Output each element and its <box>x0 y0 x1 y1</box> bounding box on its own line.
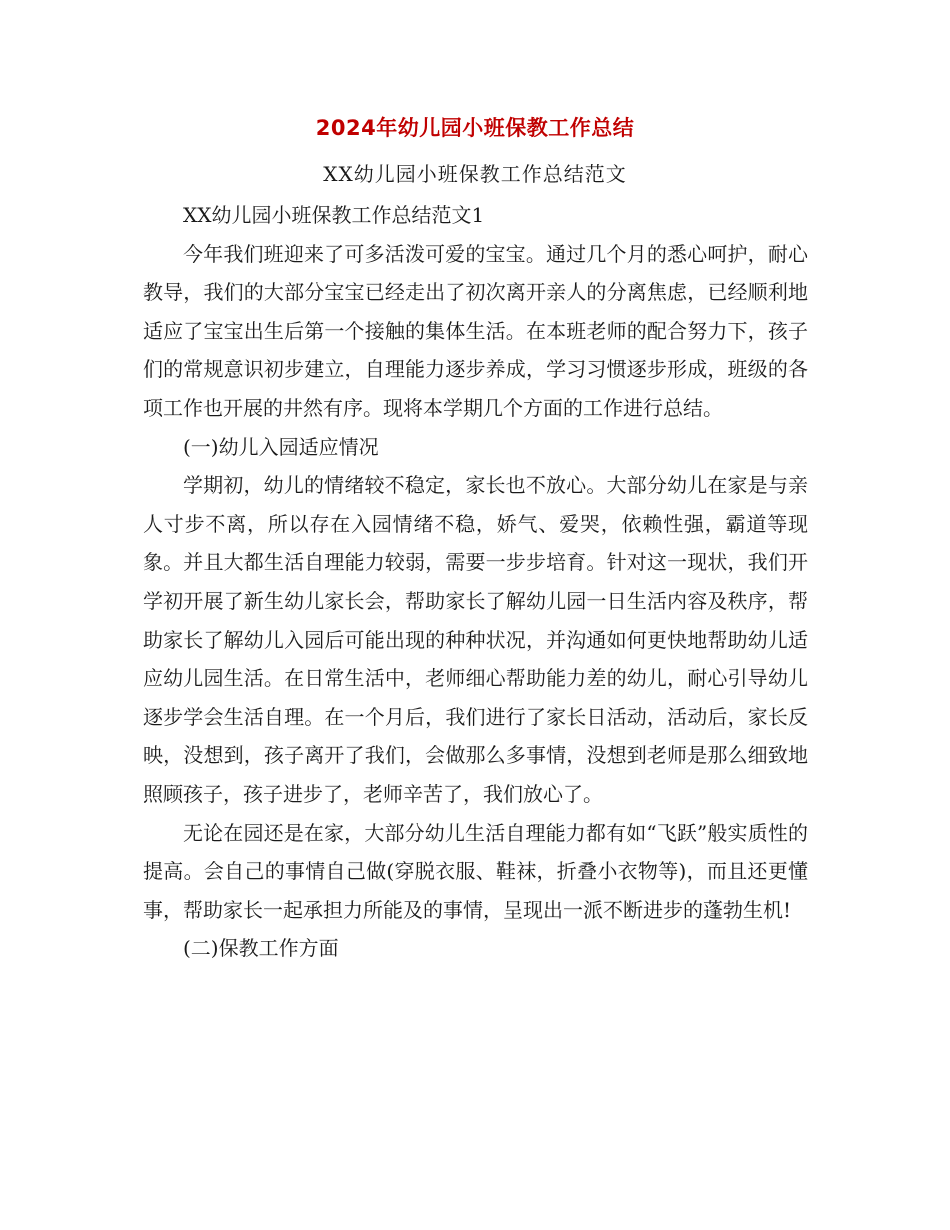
paragraph: 今年我们班迎来了可多活泼可爱的宝宝。通过几个月的悉心呵护，耐心教导，我们的大部分宝宝已经走出了初次离开亲人的分离焦虑，已经顺利地适应了宝宝出生后第一个接触的集体生活。在本班老师的配合努力下，孩子们的常规意识初步建立，自理能力逐步养成，学习习惯逐步形成，班级的各项工作也开展的井然有序。现将本学期几个方面的工作进行总结。 <box>143 241 808 420</box>
document-body <box>143 196 808 968</box>
document-subtitle: XX幼儿园小班保教工作总结范文 <box>323 162 627 186</box>
section-heading: (一)幼儿入园适应情况 <box>183 434 379 459</box>
section-heading: XX幼儿园小班保教工作总结范文1 <box>183 203 485 227</box>
paragraph: 学期初，幼儿的情绪较不稳定，家长也不放心。大部分幼儿在家是与亲人寸步不离，所以存在入园情绪不稳，娇气、爱哭，依赖性强，霸道等现象。并且大都生活自理能力较弱，需要一步步培育。针对这一现状，我们开学初开展了新生幼儿家长会，帮助家长了解幼儿园一日生活内容及秩序，帮助家长了解幼儿入园后可能出现的种种状况，并沟通如何更快地帮助幼儿适应幼儿园生活。在日常生活中，老师细心帮助能力差的幼儿，耐心引导幼儿逐步学会生活自理。在一个月后，我们进行了家长日活动，活动后，家长反映，没想到，孩子离开了我们，会做那么多事情，没想到老师是那么细致地照顾孩子，孩子进步了，老师辛苦了，我们放心了。 <box>143 473 808 806</box>
paragraph: 无论在园还是在家，大部分幼儿生活自理能力都有如“飞跃”般实质性的提高。会自己的事情自己做(穿脱衣服、鞋袜，折叠小衣物等)，而且还更懂事，帮助家长一起承担力所能及的事情，呈现出一派不断进步的蓬勃生机! <box>143 820 808 922</box>
section-heading: (二)保教工作方面 <box>183 936 339 961</box>
document-title: 2024年幼儿园小班保教工作总结 <box>315 116 635 140</box>
